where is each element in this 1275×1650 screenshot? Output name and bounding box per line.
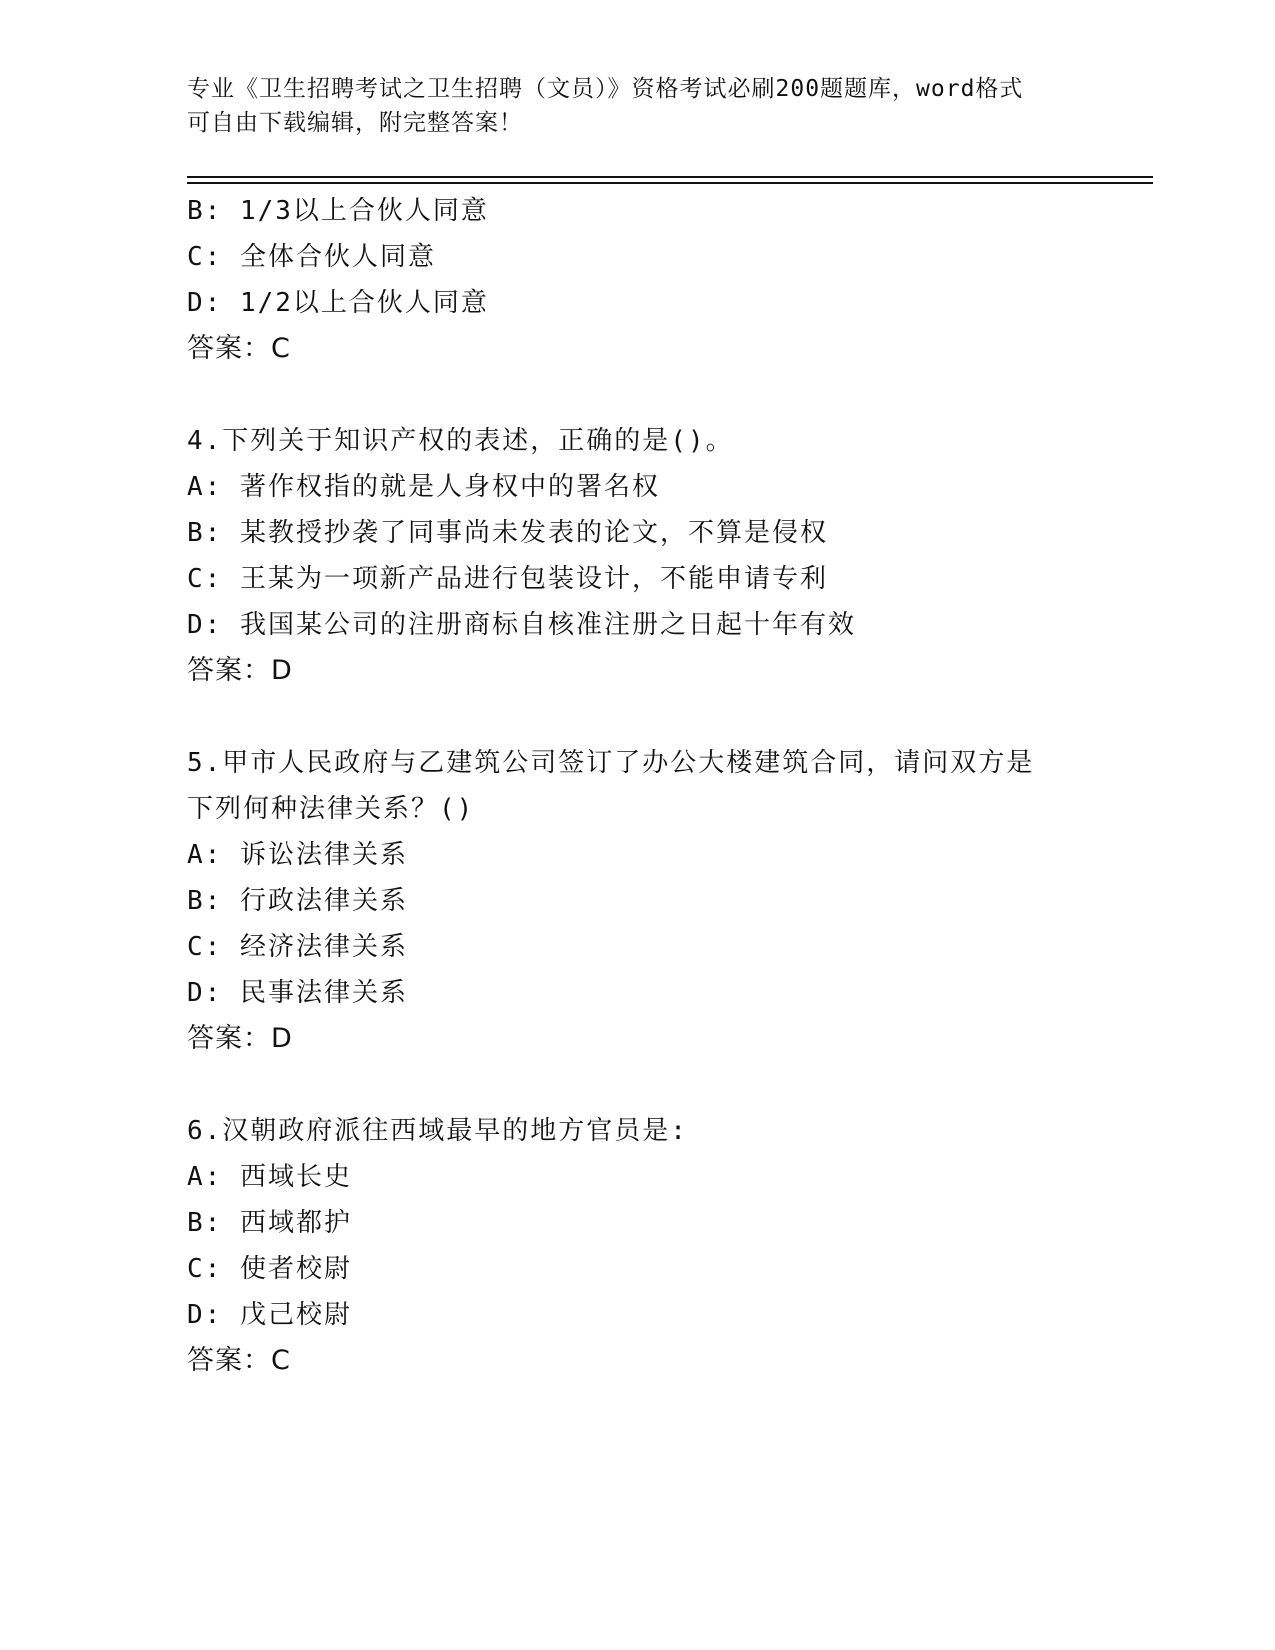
question-5 bbox=[187, 740, 1147, 1062]
option-c: C: 使者校尉 bbox=[187, 1254, 352, 1284]
question-text: 4.下列关于知识产权的表述，正确的是()。 bbox=[187, 426, 734, 456]
option-b: B: 某教授抄袭了同事尚未发表的论文，不算是侵权 bbox=[187, 518, 828, 548]
question-text-line-2: 下列何种法律关系？() bbox=[187, 794, 475, 824]
option-c: C: 全体合伙人同意 bbox=[187, 242, 436, 272]
option-a: A: 著作权指的就是人身权中的署名权 bbox=[187, 472, 660, 502]
option-b: B: 1/3以上合伙人同意 bbox=[187, 196, 489, 226]
option-d: D: 我国某公司的注册商标自核准注册之日起十年有效 bbox=[187, 610, 856, 640]
question-6 bbox=[187, 1108, 1147, 1384]
document-header bbox=[187, 72, 1087, 140]
option-d: D: 戊己校尉 bbox=[187, 1300, 352, 1330]
answer: 答案：D bbox=[187, 655, 293, 686]
question-4 bbox=[187, 418, 1147, 694]
header-line-2: 可自由下载编辑，附完整答案！ bbox=[187, 110, 523, 136]
spacer bbox=[187, 694, 1147, 740]
question-text-line-1: 5.甲市人民政府与乙建筑公司签订了办公大楼建筑合同，请问双方是 bbox=[187, 748, 1035, 778]
question-list bbox=[187, 188, 1147, 1384]
answer: 答案：C bbox=[187, 333, 291, 364]
option-b: B: 行政法律关系 bbox=[187, 886, 408, 916]
option-a: A: 诉讼法律关系 bbox=[187, 840, 408, 870]
header-line-1: 专业《卫生招聘考试之卫生招聘（文员）》资格考试必刷200题题库，word格式 bbox=[187, 76, 1024, 102]
header-divider-top bbox=[187, 176, 1153, 178]
option-c: C: 王某为一项新产品进行包装设计，不能申请专利 bbox=[187, 564, 828, 594]
spacer bbox=[187, 372, 1147, 418]
option-d: D: 民事法律关系 bbox=[187, 978, 408, 1008]
option-d: D: 1/2以上合伙人同意 bbox=[187, 288, 489, 318]
answer: 答案：D bbox=[187, 1023, 293, 1054]
option-a: A: 西域长史 bbox=[187, 1162, 352, 1192]
header-divider-bottom bbox=[187, 182, 1153, 184]
option-c: C: 经济法律关系 bbox=[187, 932, 408, 962]
question-text: 6.汉朝政府派往西域最早的地方官员是: bbox=[187, 1116, 688, 1146]
spacer bbox=[187, 1062, 1147, 1108]
option-b: B: 西域都护 bbox=[187, 1208, 352, 1238]
question-3 bbox=[187, 188, 1147, 372]
answer: 答案：C bbox=[187, 1345, 291, 1376]
